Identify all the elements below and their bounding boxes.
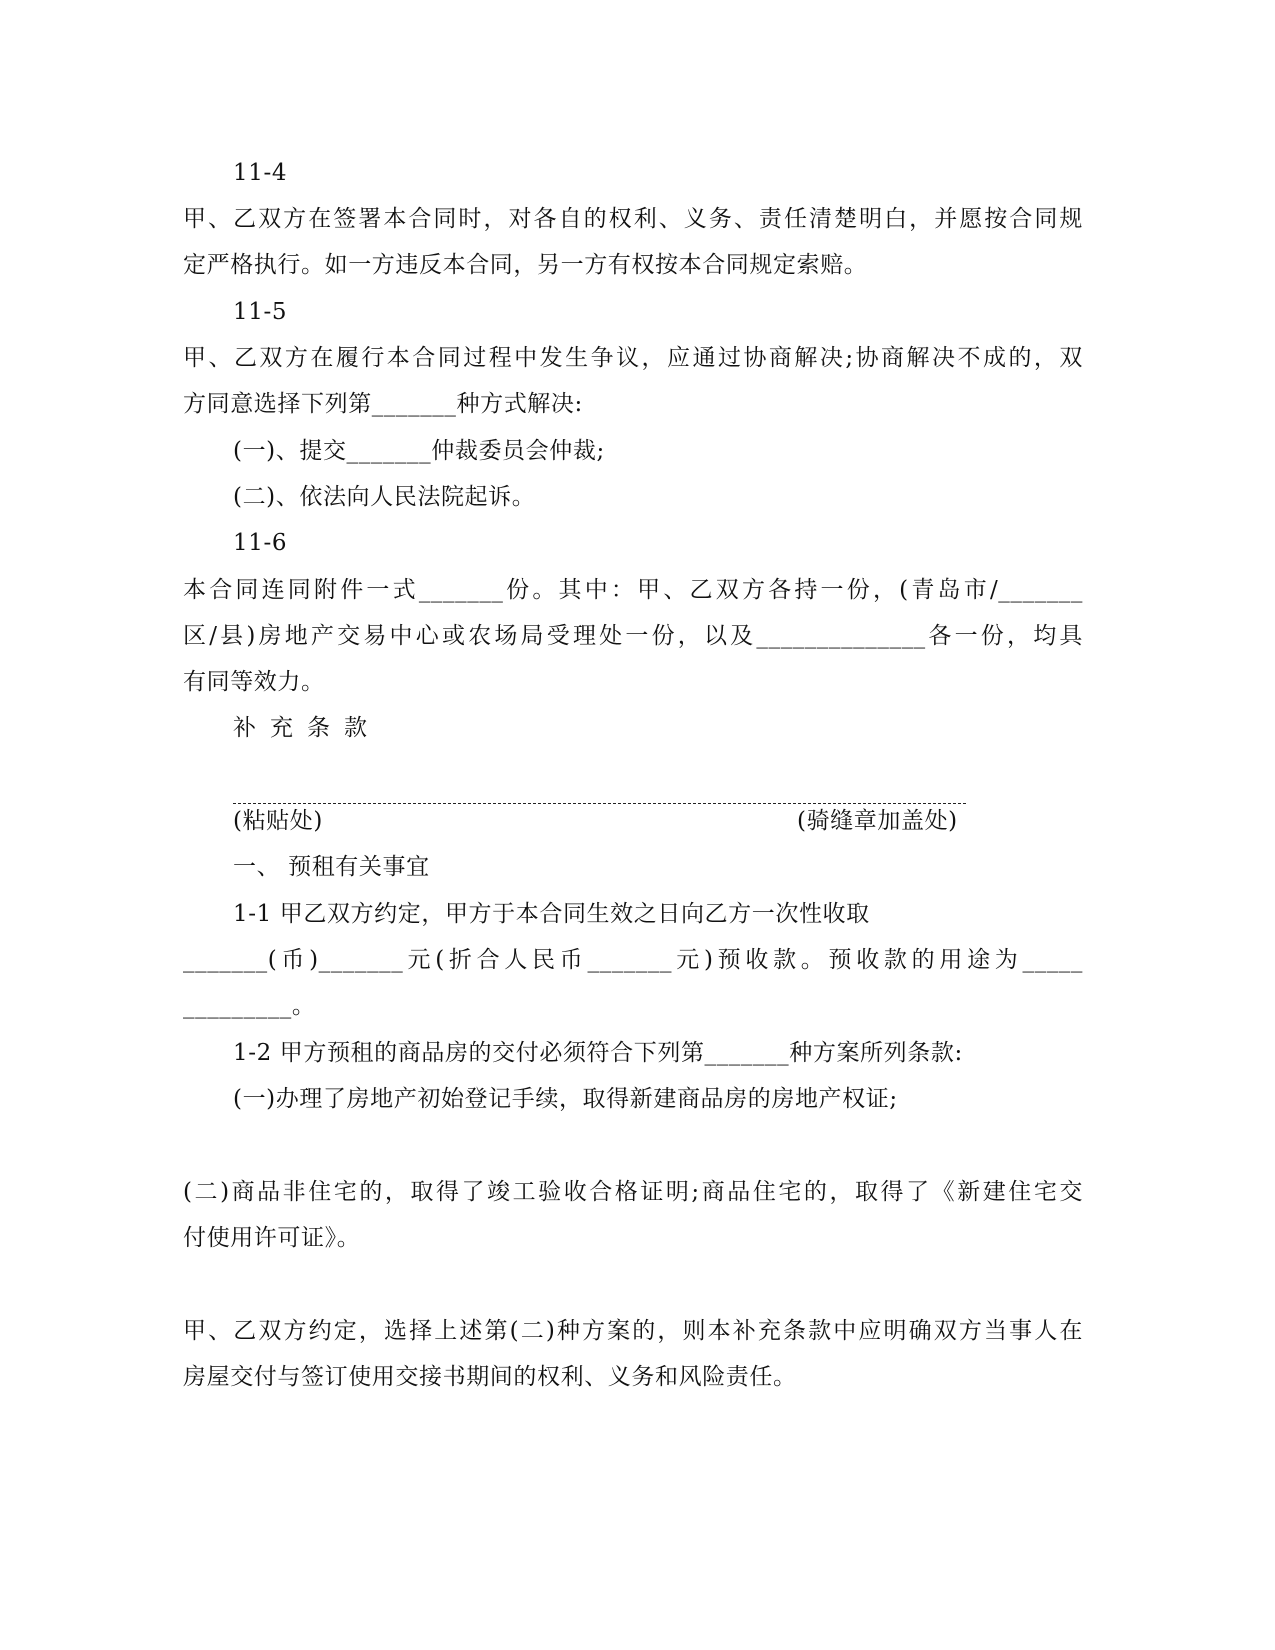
section-heading: 补充条款 — [233, 715, 381, 741]
seal-area-label: (骑缝章加盖处) — [797, 808, 958, 834]
paragraph-line: 区/县)房地产交易中心或农场局受理处一份，以及______________各一份，均具 — [183, 623, 1083, 649]
paste-area-label: (粘贴处) — [233, 808, 323, 834]
clause-number-11-5: 11-5 — [233, 299, 288, 325]
paragraph-line: 有同等效力。 — [183, 669, 325, 695]
paragraph-line: 定严格执行。如一方违反本合同，另一方有权按本合同规定索赔。 — [183, 252, 868, 278]
paragraph-line: 付使用许可证》。 — [183, 1225, 361, 1251]
subsection-heading: 一、 预租有关事宜 — [233, 854, 430, 880]
paragraph-line: _________。 — [183, 993, 316, 1019]
paragraph-line: 方同意选择下列第_______种方式解决: — [183, 391, 583, 417]
paragraph-line: 甲、乙双方在签署本合同时，对各自的权利、义务、责任清楚明白，并愿按合同规 — [183, 206, 1083, 232]
list-item: (一)、提交_______仲裁委员会仲裁; — [233, 438, 605, 464]
clause-number-11-6: 11-6 — [233, 530, 288, 556]
dashed-separator — [233, 803, 966, 804]
clause-number-11-4: 11-4 — [233, 160, 288, 186]
paragraph-line: _______(币)_______元(折合人民币_______元)预收款。预收款的用途为_____ — [183, 947, 1083, 973]
paragraph-line: 甲、乙双方约定，选择上述第(二)种方案的，则本补充条款中应明确双方当事人在 — [183, 1318, 1083, 1344]
list-item: (二)、依法向人民法院起诉。 — [233, 484, 536, 510]
clause-1-2: 1-2 甲方预租的商品房的交付必须符合下列第_______种方案所列条款: — [233, 1040, 963, 1066]
paragraph-line: 甲、乙双方在履行本合同过程中发生争议，应通过协商解决;协商解决不成的，双 — [183, 345, 1083, 371]
list-item: (一)办理了房地产初始登记手续，取得新建商品房的房地产权证; — [233, 1086, 898, 1112]
paragraph-line: 房屋交付与签订使用交接书期间的权利、义务和风险责任。 — [183, 1364, 797, 1390]
paragraph-line: 本合同连同附件一式_______份。其中：甲、乙双方各持一份，(青岛市/_______ — [183, 577, 1083, 603]
clause-1-1: 1-1 甲乙双方约定，甲方于本合同生效之日向乙方一次性收取 — [233, 901, 870, 927]
paragraph-line: (二)商品非住宅的，取得了竣工验收合格证明;商品住宅的，取得了《新建住宅交 — [183, 1179, 1083, 1205]
